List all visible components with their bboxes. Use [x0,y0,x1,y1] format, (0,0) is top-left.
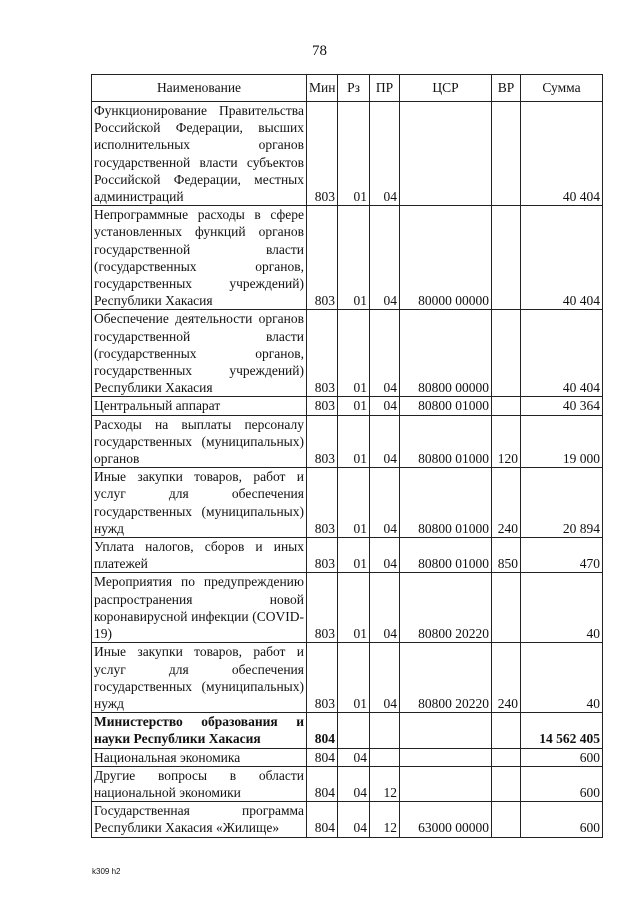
cell-csr [400,102,492,206]
cell-rz: 01 [338,310,370,397]
cell-pr: 04 [370,102,400,206]
header-pr: ПР [370,75,400,102]
table-row [92,802,603,837]
table-row [92,748,603,766]
cell-name: Уплата налогов, сборов и иных платежей [92,538,307,573]
cell-min: 803 [307,102,338,206]
table-body [92,102,603,838]
cell-min: 804 [307,748,338,766]
cell-vr [492,397,521,415]
cell-csr: 80800 01000 [400,538,492,573]
cell-pr: 04 [370,468,400,538]
cell-csr: 63000 00000 [400,802,492,837]
cell-pr: 12 [370,802,400,837]
cell-min: 804 [307,766,338,801]
cell-min: 803 [307,310,338,397]
cell-rz: 01 [338,468,370,538]
cell-rz [338,713,370,748]
table-row [92,397,603,415]
cell-name: Другие вопросы в области национальной экономики [92,766,307,801]
header-rz: Рз [338,75,370,102]
cell-sum: 600 [521,766,603,801]
cell-vr [492,802,521,837]
cell-min: 803 [307,415,338,468]
cell-csr: 80000 00000 [400,206,492,310]
cell-csr: 80800 01000 [400,415,492,468]
cell-sum: 600 [521,802,603,837]
cell-csr: 80800 20220 [400,643,492,713]
cell-vr [492,713,521,748]
cell-min: 803 [307,206,338,310]
cell-rz: 01 [338,415,370,468]
cell-vr: 120 [492,415,521,468]
cell-min: 804 [307,802,338,837]
cell-sum: 40 404 [521,310,603,397]
cell-csr [400,713,492,748]
cell-vr: 850 [492,538,521,573]
cell-vr: 240 [492,643,521,713]
table-row [92,713,603,748]
cell-pr: 04 [370,573,400,643]
header-min: Мин [307,75,338,102]
cell-vr [492,748,521,766]
budget-table [91,74,603,838]
cell-pr: 04 [370,538,400,573]
cell-rz: 01 [338,102,370,206]
header-vr: ВР [492,75,521,102]
cell-pr: 12 [370,766,400,801]
cell-rz: 01 [338,397,370,415]
table-row [92,415,603,468]
cell-name: Расходы на выплаты персоналу государственных (муниципальных) органов [92,415,307,468]
cell-sum: 40 404 [521,206,603,310]
header-name: Наименование [92,75,307,102]
table-row [92,538,603,573]
header-row [92,75,603,102]
cell-min: 803 [307,573,338,643]
cell-rz: 04 [338,766,370,801]
cell-sum: 19 000 [521,415,603,468]
table-row [92,206,603,310]
cell-sum: 14 562 405 [521,713,603,748]
table-header [92,75,603,102]
table-row [92,766,603,801]
cell-csr [400,766,492,801]
cell-min: 803 [307,468,338,538]
cell-csr: 80800 00000 [400,310,492,397]
cell-name: Министерство образования и науки Республики Хакасия [92,713,307,748]
cell-pr: 04 [370,310,400,397]
cell-rz: 01 [338,573,370,643]
table-row [92,573,603,643]
cell-name: Центральный аппарат [92,397,307,415]
cell-name: Непрограммные расходы в сфере установленных функций органов государственной власти (государственных органов, государственных учреждений) Республики Хакасия [92,206,307,310]
cell-rz: 04 [338,748,370,766]
cell-sum: 470 [521,538,603,573]
cell-csr: 80800 20220 [400,573,492,643]
cell-vr [492,206,521,310]
cell-min: 804 [307,713,338,748]
cell-csr [400,748,492,766]
cell-vr [492,310,521,397]
cell-name: Обеспечение деятельности органов государственной власти (государственных органов, государственных учреждений) Республики Хакасия [92,310,307,397]
cell-vr [492,102,521,206]
table-row [92,310,603,397]
cell-name: Функционирование Правительства Российской Федерации, высших исполнительных органов государственной власти субъектов Российской Федерации, местных администраций [92,102,307,206]
cell-sum: 40 364 [521,397,603,415]
cell-pr [370,713,400,748]
table-row [92,643,603,713]
cell-rz: 04 [338,802,370,837]
footer-code: k309 h2 [92,867,121,876]
cell-min: 803 [307,538,338,573]
cell-name: Иные закупки товаров, работ и услуг для обеспечения государственных (муниципальных) нужд [92,468,307,538]
cell-vr [492,573,521,643]
cell-name: Государственная программа Республики Хакасия «Жилище» [92,802,307,837]
cell-csr: 80800 01000 [400,468,492,538]
cell-sum: 40 [521,643,603,713]
cell-sum: 600 [521,748,603,766]
cell-pr: 04 [370,397,400,415]
page-number: 78 [312,43,327,59]
cell-sum: 40 404 [521,102,603,206]
cell-rz: 01 [338,643,370,713]
cell-pr: 04 [370,415,400,468]
cell-name: Иные закупки товаров, работ и услуг для обеспечения государственных (муниципальных) нужд [92,643,307,713]
cell-name: Мероприятия по предупреждению распространения новой коронавирусной инфекции (COVID-19) [92,573,307,643]
table-row [92,102,603,206]
table-row [92,468,603,538]
cell-pr: 04 [370,206,400,310]
cell-vr: 240 [492,468,521,538]
cell-pr: 04 [370,643,400,713]
cell-vr [492,766,521,801]
cell-rz: 01 [338,206,370,310]
cell-name: Национальная экономика [92,748,307,766]
cell-pr [370,748,400,766]
cell-min: 803 [307,397,338,415]
cell-min: 803 [307,643,338,713]
cell-rz: 01 [338,538,370,573]
cell-sum: 40 [521,573,603,643]
header-csr: ЦСР [400,75,492,102]
cell-csr: 80800 01000 [400,397,492,415]
cell-sum: 20 894 [521,468,603,538]
header-sum: Сумма [521,75,603,102]
